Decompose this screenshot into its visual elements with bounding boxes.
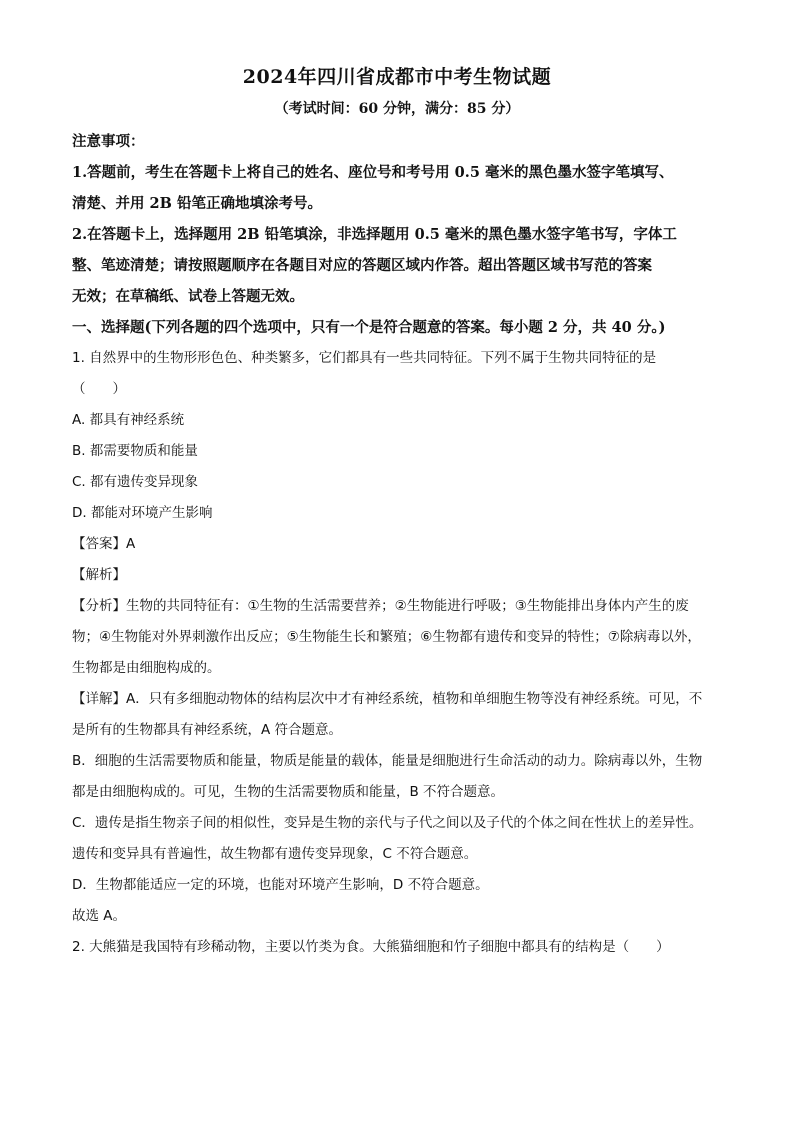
explain-c-line-2: 遗传和变异具有普遍性，故生物都有遗传变异现象，C 不符合题意。 (72, 846, 478, 862)
option-a: A. 都具有神经系统 (72, 412, 185, 428)
page-title: 2024年四川省成都市中考生物试题 (242, 66, 552, 88)
section-heading: 一、选择题(下列各题的四个选项中，只有一个是符合题意的答案。每小题 2 分，共 40 分。) (72, 319, 666, 336)
option-d: D. 都能对环境产生影响 (72, 505, 213, 521)
option-b: B. 都需要物质和能量 (72, 443, 198, 459)
analysis-label: 【解析】 (72, 567, 126, 583)
notice-item-2-line-3: 无效；在草稿纸、试卷上答题无效。 (72, 288, 304, 305)
fenxi-line-2: 物；④生物能对外界刺激作出反应；⑤生物能生长和繁殖；⑥生物都有遗传和变异的特性；⑦除病毒以外， (72, 629, 701, 645)
xiangjie-line-1: 【详解】A．只有多细胞动物体的结构层次中才有神经系统，植物和单细胞生物等没有神经系统。可见，不 (72, 691, 703, 707)
option-c: C. 都有遗传变异现象 (72, 474, 199, 490)
notice-item-2-line-1: 2.在答题卡上，选择题用 2B 铅笔填涂，非选择题用 0.5 毫米的黑色墨水签字笔书写，字体工 (72, 226, 677, 243)
explain-c-line-1: C．遗传是指生物亲子间的相似性，变异是生物的亲代与子代之间以及子代的个体之间在性状上的差异性。 (72, 815, 703, 831)
answer-label: 【答案】A (72, 536, 136, 552)
question-1 (72, 343, 722, 932)
notice-item-1-line-2: 清楚、并用 2B 铅笔正确地填涂考号。 (72, 195, 322, 212)
notice-item-1-line-1: 1.答题前，考生在答题卡上将自己的姓名、座位号和考号用 0.5 毫米的黑色墨水签字笔填写、 (72, 164, 674, 181)
explain-d-line-1: D．生物都能适应一定的环境，也能对环境产生影响，D 不符合题意。 (72, 877, 489, 893)
explain-b-line-1: B．细胞的生活需要物质和能量，物质是能量的载体，能量是细胞进行生命活动的动力。除病毒以外，生物 (72, 753, 703, 769)
fenxi-line-1: 【分析】生物的共同特征有：①生物的生活需要营养；②生物能进行呼吸；③生物能排出身体内产生的废 (72, 598, 689, 614)
conclusion: 故选 A。 (72, 908, 127, 924)
notice-item-2-line-2: 整、笔迹清楚；请按照题顺序在各题目对应的答题区域内作答。超出答题区域书写范的答案 (72, 257, 652, 274)
document-content (72, 64, 722, 963)
notice-heading: 注意事项： (72, 133, 145, 150)
exam-info: （考试时间：60 分钟，满分：85 分） (274, 101, 520, 117)
explain-b-line-2: 都是由细胞构成的。可见，生物的生活需要物质和能量，B 不符合题意。 (72, 784, 505, 800)
notice-block (72, 126, 722, 312)
question-2 (72, 932, 722, 963)
question-2-stem-line-1: 2. 大熊猫是我国特有珍稀动物，主要以竹类为食。大熊猫细胞和竹子细胞中都具有的结构是（ ） (72, 939, 670, 955)
fenxi-line-3: 生物都是由细胞构成的。 (72, 660, 221, 676)
question-1-stem-line-1: 1. 自然界中的生物形形色色、种类繁多，它们都具有一些共同特征。下列不属于生物共同特征的是 (72, 350, 657, 366)
xiangjie-line-2: 是所有的生物都具有神经系统，A 符合题意。 (72, 722, 343, 738)
question-1-stem-line-2: （ ） (72, 381, 126, 397)
